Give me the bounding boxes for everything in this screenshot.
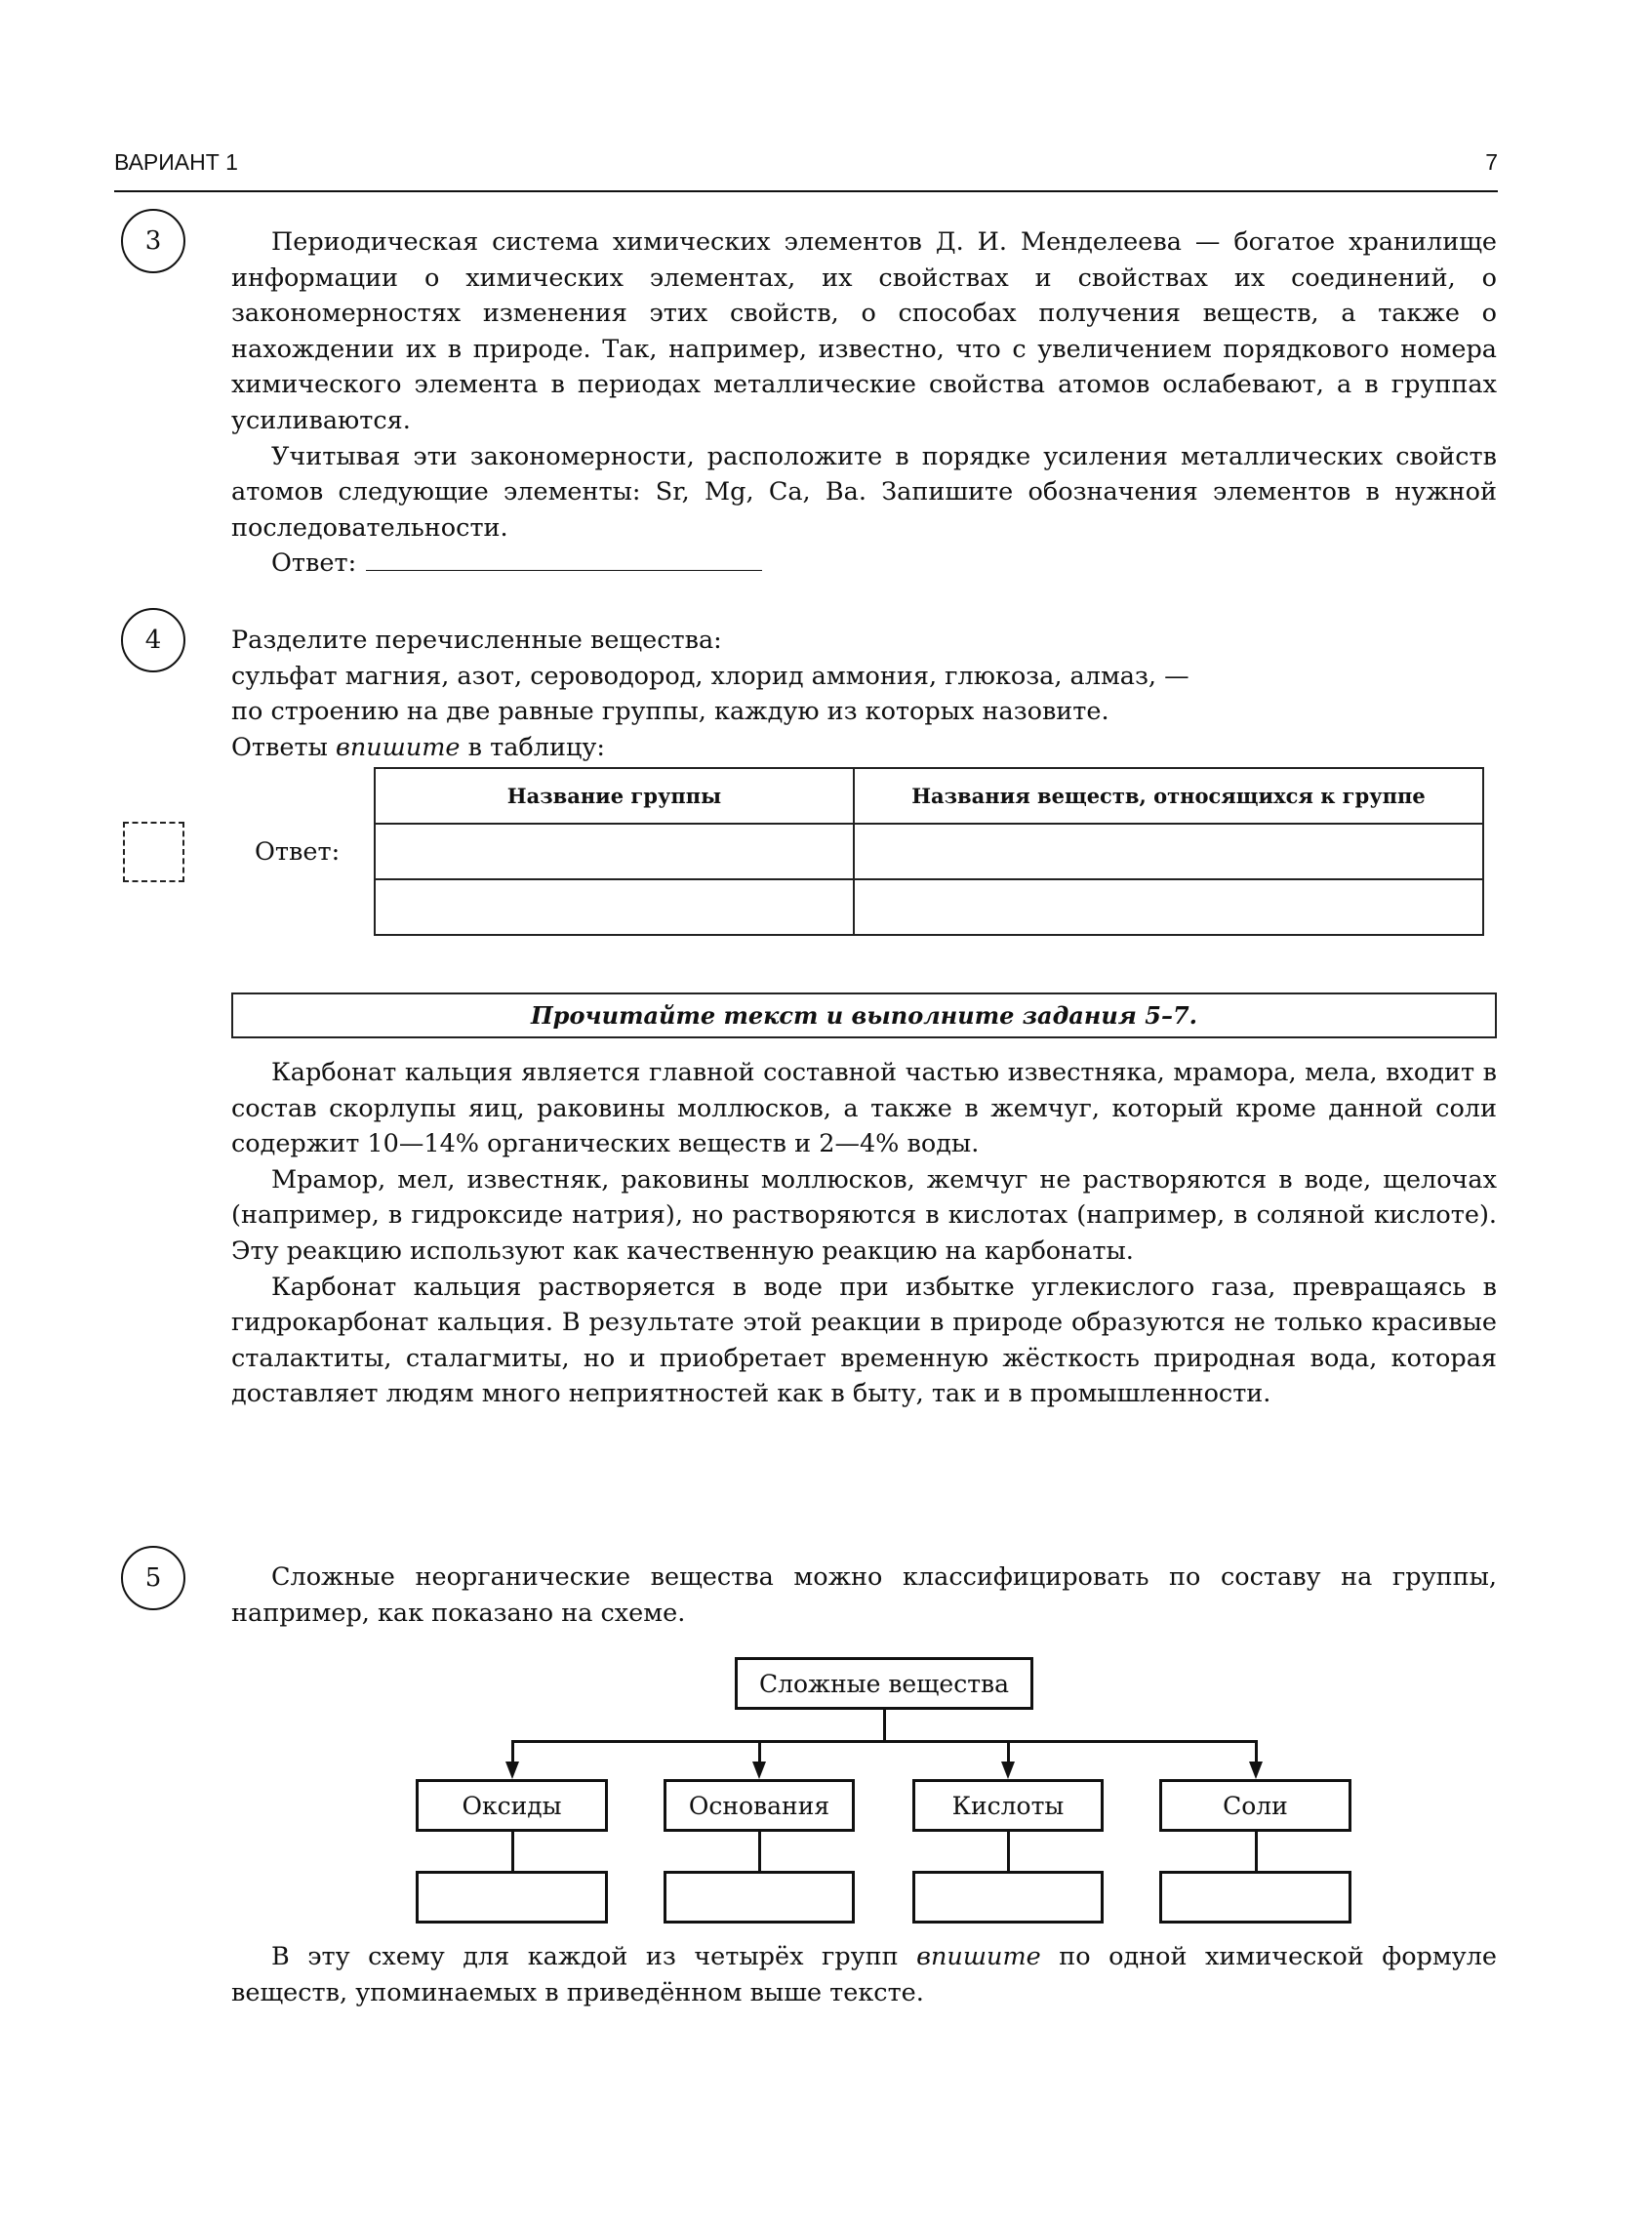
score-box xyxy=(123,822,184,882)
connector-line xyxy=(758,1832,761,1872)
diagram-group-salts: Соли xyxy=(1159,1779,1351,1832)
instruction-text: в таблицу: xyxy=(467,732,605,762)
page-number: 7 xyxy=(1485,149,1498,175)
task4-body xyxy=(231,623,1497,765)
passage-paragraph: Карбонат кальция растворяется в воде при избытке углекислого газа, превращаясь в гидрокарбонат кальция. В результате этой реакции в природе образуются не только красивые сталактиты, сталагмиты, но и приобретает временную жёсткость природная вода, которая доставляет людям много неприятностей как в быту, так и в промышленности. xyxy=(231,1272,1497,1409)
task5-outro-text xyxy=(231,1939,1497,2010)
instruction-emphasis: впишите xyxy=(335,732,461,762)
task3-answer-input[interactable] xyxy=(366,548,762,571)
table-row xyxy=(375,879,1483,935)
instruction-text: В эту схему для каждой из четырёх групп xyxy=(271,1942,899,1971)
passage-paragraph: Карбонат кальция является главной составной частью известняка, мрамора, мела, входит в состав скорлупы яиц, раковины моллюсков, а также в жемчуг, который кроме данной соли содержит 10—14% органических веществ и 2—4% воды. xyxy=(231,1058,1497,1159)
diagram-answer-salts[interactable] xyxy=(1159,1871,1351,1924)
answer-table xyxy=(374,767,1484,936)
connector-line xyxy=(883,1710,886,1742)
arrow-down-icon xyxy=(1001,1762,1015,1779)
answer-cell[interactable] xyxy=(375,824,854,879)
connector-line xyxy=(511,1741,514,1762)
answer-label: Ответ: xyxy=(271,548,357,579)
arrow-down-icon xyxy=(505,1762,519,1779)
task-number-badge: 3 xyxy=(121,209,185,273)
connector-line xyxy=(758,1741,761,1762)
answer-cell[interactable] xyxy=(375,879,854,935)
answer-cell[interactable] xyxy=(854,824,1483,879)
connector-line xyxy=(1007,1741,1010,1762)
connector-line xyxy=(511,1832,514,1872)
table-row xyxy=(375,824,1483,879)
diagram-answer-acids[interactable] xyxy=(912,1871,1104,1924)
task3-paragraph-2: Учитывая эти закономерности, расположите в порядке усиления металлических свойств атомов следующие элементы: Sr, Mg, Ca, Ba. Запишите обозначения элементов в нужной последовательности. xyxy=(231,441,1497,543)
task5-intro xyxy=(231,1560,1497,1631)
connector-line xyxy=(511,1740,1258,1743)
instruction-text: Ответы xyxy=(231,732,328,762)
diagram-group-bases: Основания xyxy=(664,1779,855,1832)
column-header-substances: Названия веществ, относящихся к группе xyxy=(854,768,1483,824)
task5-intro-text: Сложные неорганические вещества можно классифицировать по составу на группы, например, как показано на схеме. xyxy=(231,1562,1497,1628)
task4-line-2: сульфат магния, азот, сероводород, хлорид аммония, глюкоза, алмаз, — xyxy=(231,661,1189,691)
task5-outro xyxy=(231,1939,1497,2010)
column-header-group-name: Название группы xyxy=(375,768,854,824)
connector-line xyxy=(1255,1832,1258,1872)
task3-body xyxy=(231,224,1497,582)
instruction-text: по одной химической формуле веществ, упоминаемых в приведённом выше тексте. xyxy=(231,1942,1497,2007)
diagram-group-oxides: Оксиды xyxy=(416,1779,608,1832)
answer-cell[interactable] xyxy=(854,879,1483,935)
diagram-group-acids: Кислоты xyxy=(912,1779,1104,1832)
passage-paragraph: Мрамор, мел, известняк, раковины моллюсков, жемчуг не растворяются в воде, щелочах (например, в гидроксиде натрия), но растворяются в кислотах (например, в соляной кислоте). Эту реакцию используют как качественную реакцию на карбонаты. xyxy=(231,1164,1497,1266)
task3-answer-row xyxy=(231,546,1497,582)
diagram-answer-oxides[interactable] xyxy=(416,1871,608,1924)
header-rule xyxy=(114,190,1498,192)
arrow-down-icon xyxy=(752,1762,766,1779)
task-number-badge: 5 xyxy=(121,1546,185,1610)
diagram-answer-bases[interactable] xyxy=(664,1871,855,1924)
instruction-emphasis: впишите xyxy=(916,1942,1041,1971)
task-number-badge: 4 xyxy=(121,608,185,672)
arrow-down-icon xyxy=(1249,1762,1263,1779)
diagram-root-box: Сложные вещества xyxy=(735,1657,1033,1710)
connector-line xyxy=(1255,1741,1258,1762)
variant-label: ВАРИАНТ 1 xyxy=(114,149,238,175)
task3-paragraph-1: Периодическая система химических элементов Д. И. Менделеева — богатое хранилище информации о химических элементах, их свойствах и свойствах их соединений, о закономерностях изменения этих свойств, о способах получения веществ, а также о нахождении их в природе. Так, например, известно, что с увеличением порядкового номера химического элемента в периодах металлические свойства атомов ослабевают, а в группах усиливаются. xyxy=(231,227,1497,435)
task4-line-4 xyxy=(231,730,1497,766)
connector-line xyxy=(1007,1832,1010,1872)
task4-line-1: Разделите перечисленные вещества: xyxy=(231,626,722,655)
reading-passage xyxy=(231,1055,1497,1412)
task4-line-3: по строению на две равные группы, каждую из которых назовите. xyxy=(231,697,1109,727)
table-header-row xyxy=(375,768,1483,824)
reading-instruction-banner: Прочитайте текст и выполните задания 5–7. xyxy=(231,992,1497,1038)
answer-label: Ответ: xyxy=(255,837,341,867)
